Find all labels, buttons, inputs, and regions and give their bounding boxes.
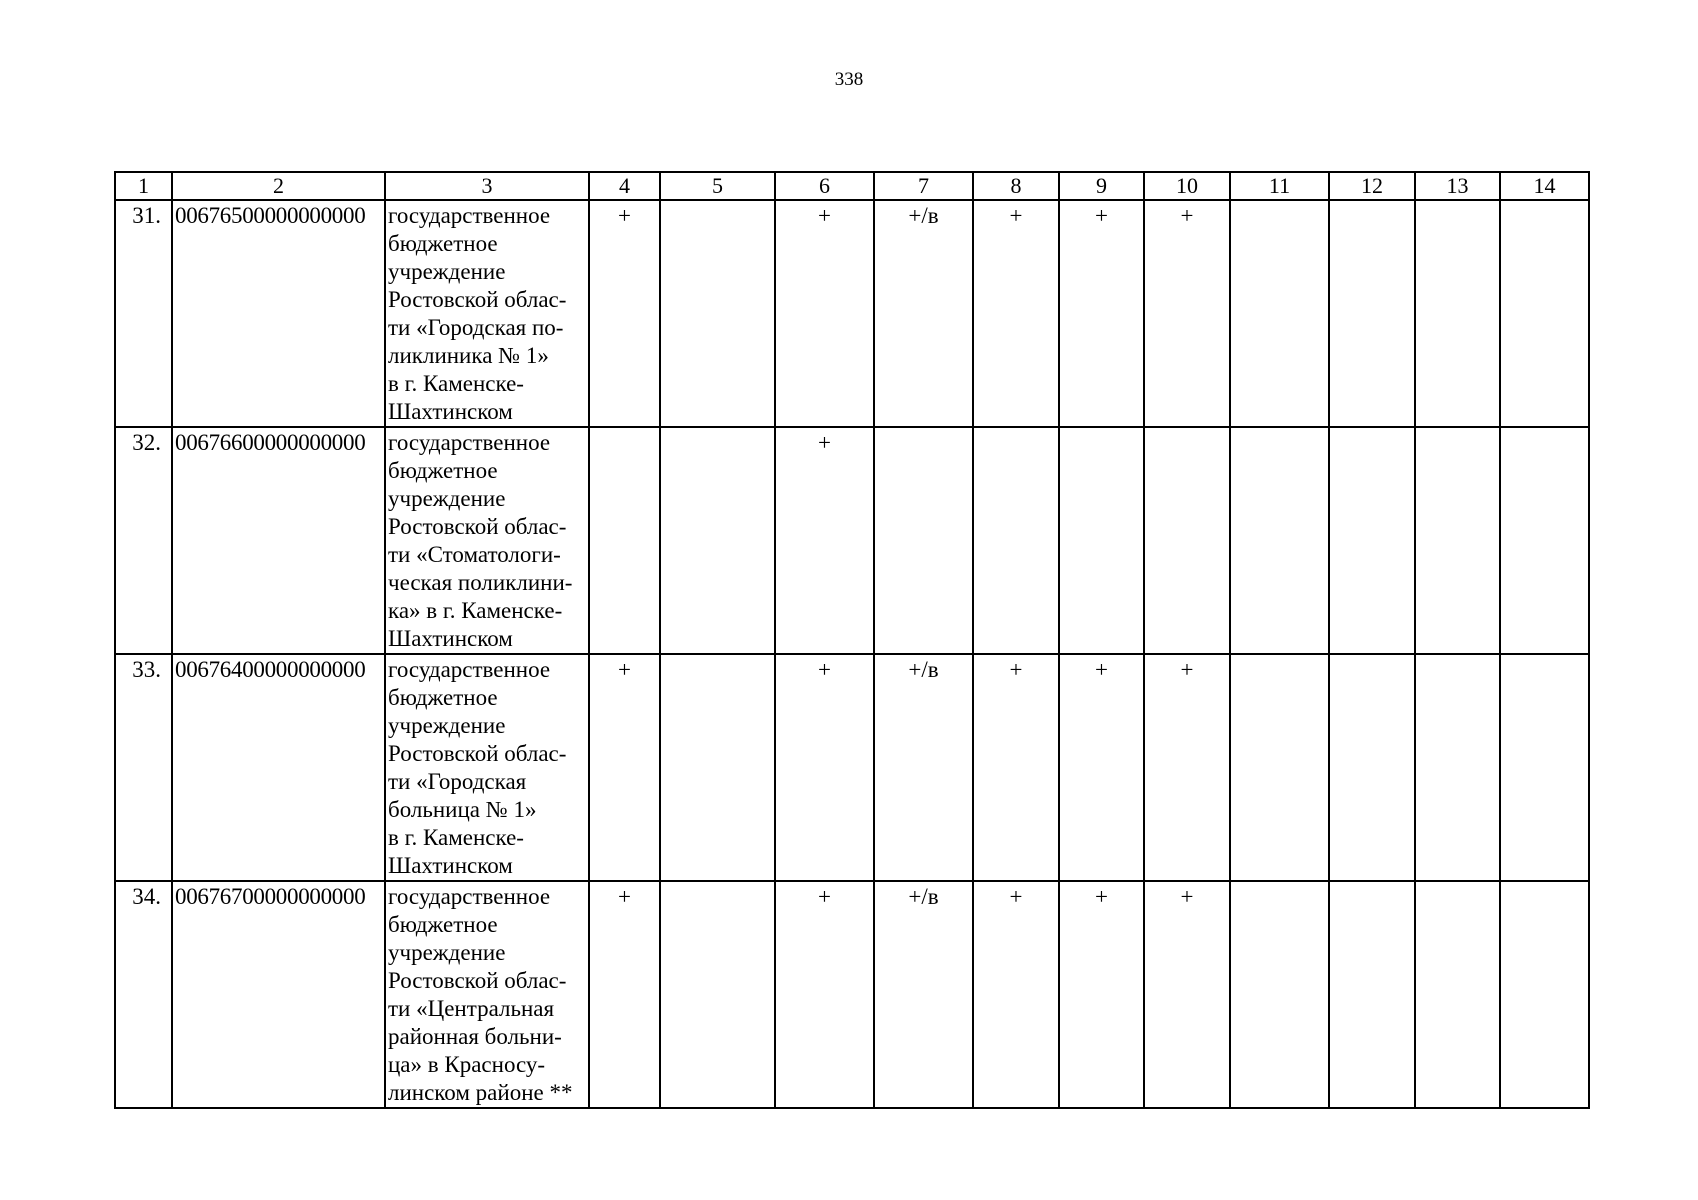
table-row: [115, 654, 1589, 881]
mark-cell: [1415, 881, 1500, 1108]
row-number: 33.: [115, 654, 172, 881]
name-line: Ростовской облас-: [388, 741, 567, 766]
column-header: 10: [1144, 172, 1230, 200]
column-header: 14: [1500, 172, 1589, 200]
institution-name: [385, 427, 589, 654]
name-line: ческая поликлини-: [388, 570, 573, 595]
mark-cell: [660, 427, 775, 654]
mark-cell: [1059, 427, 1144, 654]
mark-cell: [1500, 881, 1589, 1108]
name-line: ка» в г. Каменске-: [388, 598, 563, 623]
name-line: учреждение: [388, 486, 506, 511]
name-line: бюджетное: [388, 685, 498, 710]
name-line: бюджетное: [388, 912, 498, 937]
institution-name: [385, 200, 589, 427]
mark-cell: +/в: [874, 881, 973, 1108]
institution-name: [385, 654, 589, 881]
institutions-table: [114, 171, 1590, 1109]
name-line: государственное: [388, 657, 551, 682]
mark-cell: +: [973, 200, 1059, 427]
column-header: 4: [589, 172, 660, 200]
name-line: Шахтинском: [388, 853, 513, 878]
column-header: 1: [115, 172, 172, 200]
mark-cell: [1329, 427, 1415, 654]
mark-cell: +: [1144, 881, 1230, 1108]
row-number: 32.: [115, 427, 172, 654]
institution-code: 00676500000000000: [172, 200, 385, 427]
row-number: 31.: [115, 200, 172, 427]
mark-cell: +: [775, 200, 874, 427]
mark-cell: [1500, 427, 1589, 654]
mark-cell: [660, 200, 775, 427]
mark-cell: [1500, 654, 1589, 881]
name-line: бюджетное: [388, 458, 498, 483]
table-row: [115, 427, 1589, 654]
name-line: в г. Каменске-: [388, 825, 524, 850]
name-line: Шахтинском: [388, 399, 513, 424]
mark-cell: [973, 427, 1059, 654]
mark-cell: +: [775, 427, 874, 654]
column-header: 12: [1329, 172, 1415, 200]
name-line: Шахтинском: [388, 626, 513, 651]
column-header: 7: [874, 172, 973, 200]
name-line: больница № 1»: [388, 797, 537, 822]
column-header: 2: [172, 172, 385, 200]
mark-cell: [1329, 881, 1415, 1108]
name-line: Ростовской облас-: [388, 968, 567, 993]
name-line: районная больни-: [388, 1024, 562, 1049]
mark-cell: +: [775, 881, 874, 1108]
name-line: ца» в Красносу-: [388, 1052, 546, 1077]
mark-cell: +: [775, 654, 874, 881]
row-number: 34.: [115, 881, 172, 1108]
mark-cell: [1230, 427, 1329, 654]
mark-cell: [1329, 200, 1415, 427]
column-header: 5: [660, 172, 775, 200]
column-header: 3: [385, 172, 589, 200]
mark-cell: [660, 654, 775, 881]
mark-cell: +: [1059, 654, 1144, 881]
institution-name: [385, 881, 589, 1108]
column-number-row: [115, 172, 1589, 200]
column-header: 9: [1059, 172, 1144, 200]
name-line: учреждение: [388, 259, 506, 284]
table-row: [115, 200, 1589, 427]
mark-cell: [1415, 200, 1500, 427]
name-line: ти «Центральная: [388, 996, 555, 1021]
mark-cell: [1230, 654, 1329, 881]
name-line: ти «Стоматологи-: [388, 542, 561, 567]
name-line: Ростовской облас-: [388, 514, 567, 539]
mark-cell: +: [1144, 200, 1230, 427]
mark-cell: [1144, 427, 1230, 654]
name-line: ти «Городская по-: [388, 315, 564, 340]
institution-code: 00676600000000000: [172, 427, 385, 654]
mark-cell: +: [589, 200, 660, 427]
name-line: ликлиника № 1»: [388, 343, 549, 368]
name-line: ти «Городская: [388, 769, 527, 794]
institution-code: 00676700000000000: [172, 881, 385, 1108]
mark-cell: +: [973, 881, 1059, 1108]
mark-cell: +: [1144, 654, 1230, 881]
mark-cell: [874, 427, 973, 654]
name-line: бюджетное: [388, 231, 498, 256]
name-line: государственное: [388, 203, 551, 228]
column-header: 8: [973, 172, 1059, 200]
name-line: государственное: [388, 884, 551, 909]
mark-cell: [589, 427, 660, 654]
mark-cell: +: [973, 654, 1059, 881]
mark-cell: [1500, 200, 1589, 427]
mark-cell: +/в: [874, 200, 973, 427]
name-line: линском районе **: [388, 1080, 573, 1105]
name-line: учреждение: [388, 713, 506, 738]
name-line: в г. Каменске-: [388, 371, 524, 396]
name-line: Ростовской облас-: [388, 287, 567, 312]
column-header: 11: [1230, 172, 1329, 200]
institution-code: 00676400000000000: [172, 654, 385, 881]
name-line: учреждение: [388, 940, 506, 965]
column-header: 13: [1415, 172, 1500, 200]
name-line: государственное: [388, 430, 551, 455]
page-number: 338: [834, 69, 864, 90]
mark-cell: +: [1059, 881, 1144, 1108]
column-header: 6: [775, 172, 874, 200]
mark-cell: [1415, 654, 1500, 881]
mark-cell: +: [1059, 200, 1144, 427]
mark-cell: [1329, 654, 1415, 881]
mark-cell: [1415, 427, 1500, 654]
mark-cell: [1230, 881, 1329, 1108]
mark-cell: [660, 881, 775, 1108]
mark-cell: [1230, 200, 1329, 427]
mark-cell: +/в: [874, 654, 973, 881]
mark-cell: +: [589, 881, 660, 1108]
mark-cell: +: [589, 654, 660, 881]
table-row: [115, 881, 1589, 1108]
